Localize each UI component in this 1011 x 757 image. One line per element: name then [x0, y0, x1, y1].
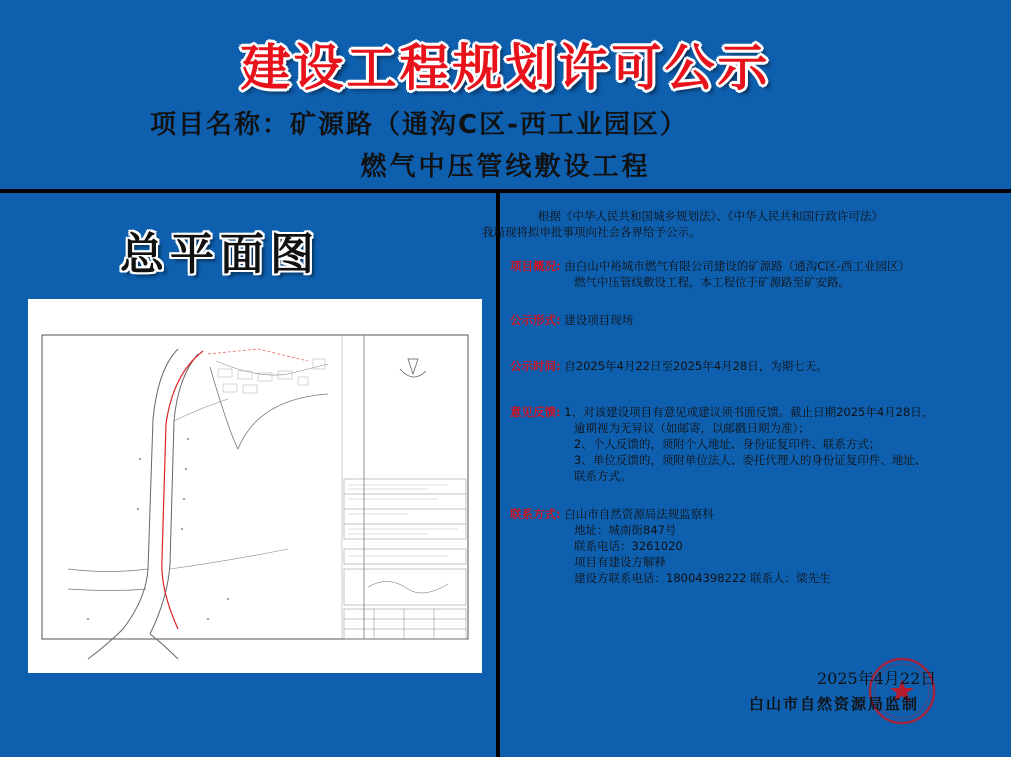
header-divider [0, 189, 1011, 193]
column-divider [496, 191, 500, 757]
form-label: 公示形式: [510, 313, 561, 327]
plan-title: 总平面图 [120, 229, 320, 280]
form-section [510, 312, 990, 328]
feedback-item: 1、对该建设项目有意见或建议须书面反馈。截止日期2025年4月28日， [564, 405, 934, 419]
issuer: 白山市自然资源局监制 [749, 695, 920, 713]
notice-text [482, 208, 990, 594]
form-value: 建设项目现场 [564, 313, 634, 327]
intro-paragraph [482, 208, 990, 240]
project-name: 项目名称：矿源路（通沟C区-西工业园区） [150, 110, 688, 140]
contact-org: 白山市自然资源局法规监察科 [564, 507, 714, 521]
contact-label: 联系方式: [510, 507, 561, 521]
site-plan-figure [28, 299, 482, 673]
contact-phone: 联系电话：3261020 [574, 539, 683, 553]
publish-date: 2025年4月22日 [817, 669, 937, 688]
page-title: 建设工程规划许可公示 [240, 39, 771, 97]
overview-text: 由白山中裕城市燃气有限公司建设的矿源路（通沟C区-西工业园区） [564, 259, 910, 273]
feedback-item: 3、单位反馈的，须附单位法人、委托代理人的身份证复印件、地址、 [574, 453, 927, 467]
time-label: 公示时间: [510, 359, 561, 373]
feedback-label: 意见反馈: [510, 405, 561, 419]
feedback-section [510, 404, 990, 484]
contact-section [510, 506, 990, 586]
site-plan-drawing [28, 299, 482, 673]
feedback-item: 联系方式。 [574, 469, 632, 483]
contact-explain: 项目有建设方解释 [574, 555, 666, 569]
overview-label: 项目概况: [510, 259, 561, 273]
contact-address: 地址：城南街847号 [574, 523, 677, 537]
time-section [510, 358, 990, 374]
overview-text: 燃气中压管线敷设工程，本工程位于矿源路至矿安路。 [574, 275, 850, 289]
intro-line: 根据《中华人民共和国城乡规划法》、《中华人民共和国行政许可法》 [538, 209, 883, 223]
contact-builder: 建设方联系电话：18004398222 联系人：梁先生 [574, 571, 831, 585]
feedback-item: 2、个人反馈的，须附个人地址、身份证复印件、联系方式； [574, 437, 881, 451]
feedback-item: 逾期视为无异议（如邮寄，以邮戳日期为准）； [574, 421, 810, 435]
time-value: 自2025年4月22日至2025年4月28日，为期七天。 [564, 359, 828, 373]
overview-section [510, 258, 990, 290]
project-name-continued: 燃气中压管线敷设工程 [360, 152, 651, 182]
intro-line: 我局现将拟申批事项向社会各界给予公示。 [482, 225, 701, 239]
